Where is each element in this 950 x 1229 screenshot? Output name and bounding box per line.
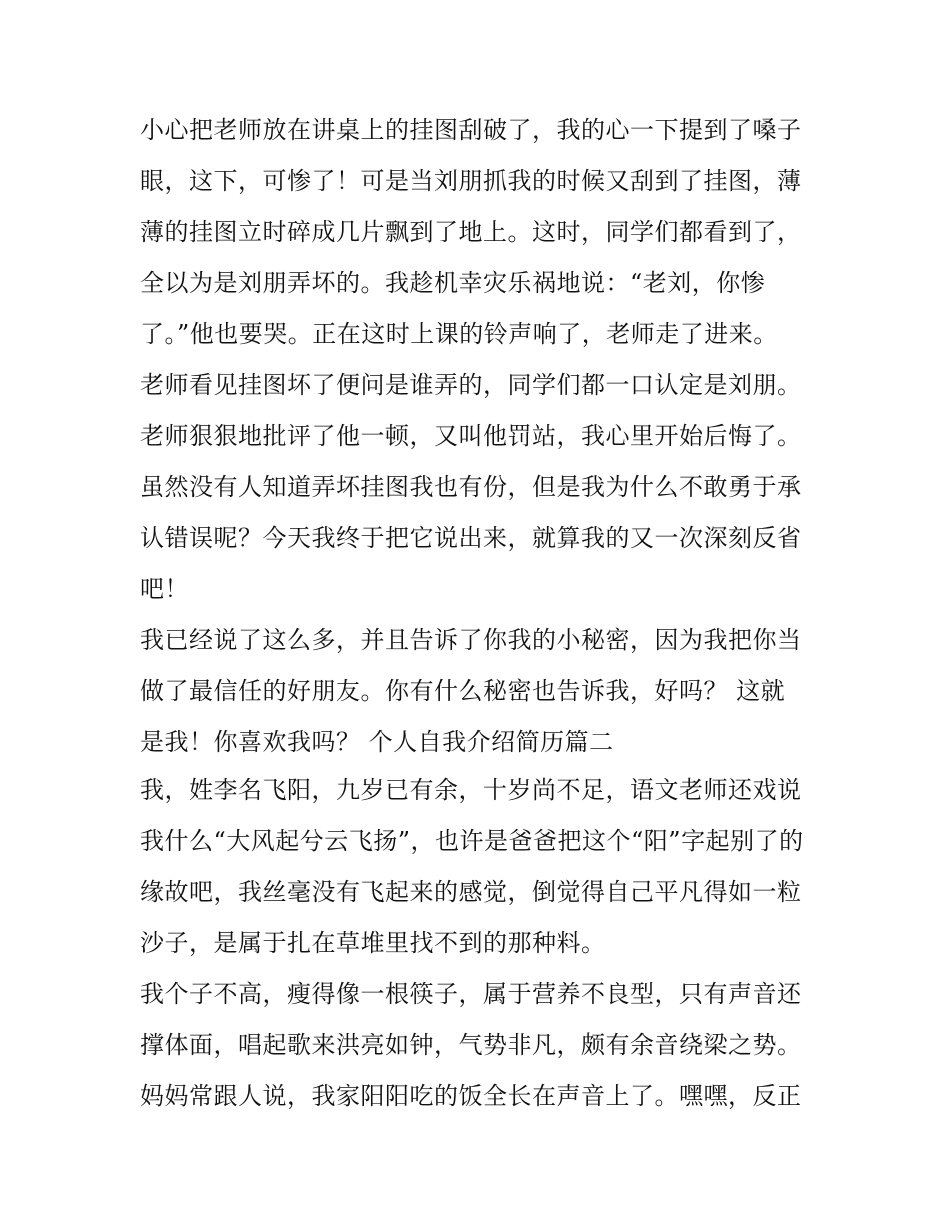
text-line: 虽然没有人知道弄坏挂图我也有份，但是我为什么不敢勇于承 <box>140 473 802 501</box>
text-line: 老师看见挂图坏了便问是谁弄的，同学们都一口认定是刘朋。 <box>140 371 802 399</box>
text-line: 我，姓李名飞阳，九岁已有余，十岁尚不足，语文老师还戏说 <box>140 776 802 804</box>
text-line: 缘故吧，我丝毫没有飞起来的感觉，倒觉得自己平凡得如一粒 <box>140 878 802 906</box>
text-line: 是我！你喜欢我吗？ 个人自我介绍简历篇二 <box>140 728 614 756</box>
paragraph-4 <box>140 969 820 1122</box>
text-line: 小心把老师放在讲桌上的挂图刮破了，我的心一下提到了嗓子 <box>140 116 802 144</box>
text-line: 我什么“大风起兮云飞扬”，也许是爸爸把这个“阳”字起别了的 <box>140 827 804 855</box>
paragraph-1 <box>140 105 820 615</box>
text-line: 做了最信任的好朋友。你有什么秘密也告诉我，好吗？ 这就 <box>140 677 786 705</box>
text-line: 了。”他也要哭。正在这时上课的铃声响了，老师走了进来。 <box>140 320 778 348</box>
text-line: 全以为是刘朋弄坏的。我趁机幸灾乐祸地说：“老刘，你惨 <box>140 269 766 297</box>
text-line: 我已经说了这么多，并且告诉了你我的小秘密，因为我把你当 <box>140 626 802 654</box>
text-line: 薄的挂图立时碎成几片飘到了地上。这时，同学们都看到了， <box>140 218 802 246</box>
text-line: 老师狠狠地批评了他一顿，又叫他罚站，我心里开始后悔了。 <box>140 422 802 450</box>
text-line: 妈妈常跟人说，我家阳阳吃的饭全长在声音上了。嘿嘿，反正 <box>140 1082 802 1110</box>
text-line: 吧！ <box>140 575 189 603</box>
text-line: 我个子不高，瘦得像一根筷子，属于营养不良型，只有声音还 <box>140 980 802 1008</box>
text-line: 认错误呢？今天我终于把它说出来，就算我的又一次深刻反省 <box>140 524 802 552</box>
paragraph-3 <box>140 765 820 969</box>
text-line: 沙子，是属于扎在草堆里找不到的那种料。 <box>140 929 606 957</box>
text-line: 眼，这下，可惨了！可是当刘朋抓我的时候又刮到了挂图，薄 <box>140 167 802 195</box>
document-body <box>140 105 820 1122</box>
paragraph-2 <box>140 615 820 768</box>
text-line: 撑体面，唱起歌来洪亮如钟，气势非凡，颇有余音绕梁之势。 <box>140 1031 802 1059</box>
